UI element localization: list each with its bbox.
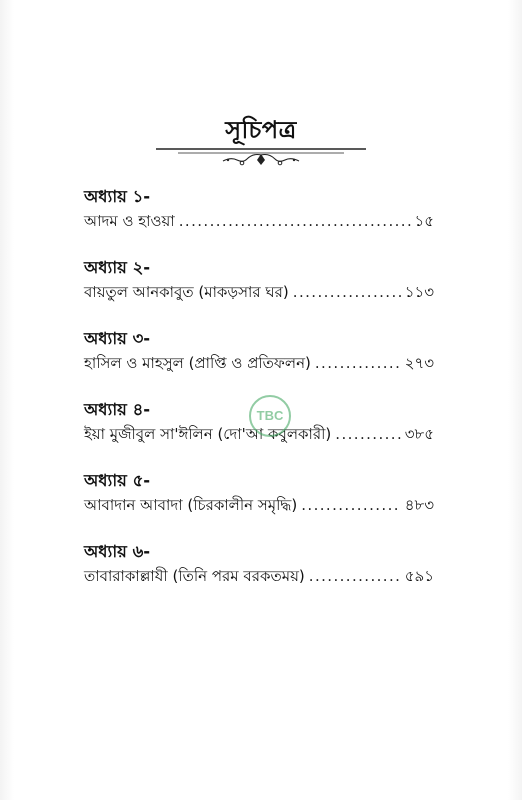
chapter-title: আবাদান আবাদা (চিরকালীন সমৃদ্ধি) bbox=[84, 496, 298, 514]
dot-leader bbox=[179, 210, 411, 232]
dot-leader bbox=[335, 423, 400, 445]
chapter-title: বায়তুল আনকাবুত (মাকড়সার ঘর) bbox=[84, 283, 289, 301]
chapter-title: তাবারাকাল্লাযী (তিনি পরম বরকতময়) bbox=[84, 567, 305, 585]
toc-chapter-5 bbox=[84, 467, 434, 538]
chapter-label: অধ্যায় ৬- bbox=[84, 542, 151, 561]
page-title: সূচিপত্র bbox=[225, 116, 297, 144]
toc-chapter-2 bbox=[84, 254, 434, 325]
dot-leader bbox=[309, 565, 401, 587]
divider-ornament-icon bbox=[156, 143, 366, 169]
toc-entry[interactable] bbox=[84, 352, 434, 376]
watermark-logo-icon bbox=[247, 393, 293, 439]
chapter-label: অধ্যায় ২- bbox=[84, 258, 151, 277]
chapter-label: অধ্যায় ৩- bbox=[84, 329, 151, 348]
page-number: ১৫ bbox=[414, 212, 434, 230]
toc-chapter-3 bbox=[84, 325, 434, 396]
toc-entry[interactable] bbox=[84, 210, 434, 234]
chapter-title: হাসিল ও মাহসুল (প্রাপ্তি ও প্রতিফলন) bbox=[84, 354, 311, 372]
page-number: ৪৮৩ bbox=[404, 496, 434, 514]
dot-leader bbox=[293, 281, 401, 303]
chapter-label: অধ্যায় ৪- bbox=[84, 400, 151, 419]
watermark-text: TBC bbox=[256, 408, 284, 423]
page-number: ২৭৩ bbox=[404, 354, 434, 372]
dot-leader bbox=[315, 352, 401, 374]
chapter-title: ইয়া মুজীবুল সা'ঈলিন (দো'আ কবুলকারী) bbox=[84, 425, 332, 443]
chapter-label: অধ্যায় ৫- bbox=[84, 471, 151, 490]
page-number: ৩৮৫ bbox=[404, 425, 434, 443]
page-number: ৫৯১ bbox=[404, 567, 434, 585]
toc-chapter-1 bbox=[84, 183, 434, 254]
toc-entry[interactable] bbox=[84, 494, 434, 518]
toc-chapter-6 bbox=[84, 538, 434, 609]
toc-entry[interactable] bbox=[84, 565, 434, 589]
dot-leader bbox=[301, 494, 401, 516]
page-number: ১১৩ bbox=[404, 283, 434, 301]
toc-entry[interactable] bbox=[84, 281, 434, 305]
chapter-title: আদম ও হাওয়া bbox=[84, 212, 175, 230]
chapter-label: অধ্যায় ১- bbox=[84, 187, 151, 206]
